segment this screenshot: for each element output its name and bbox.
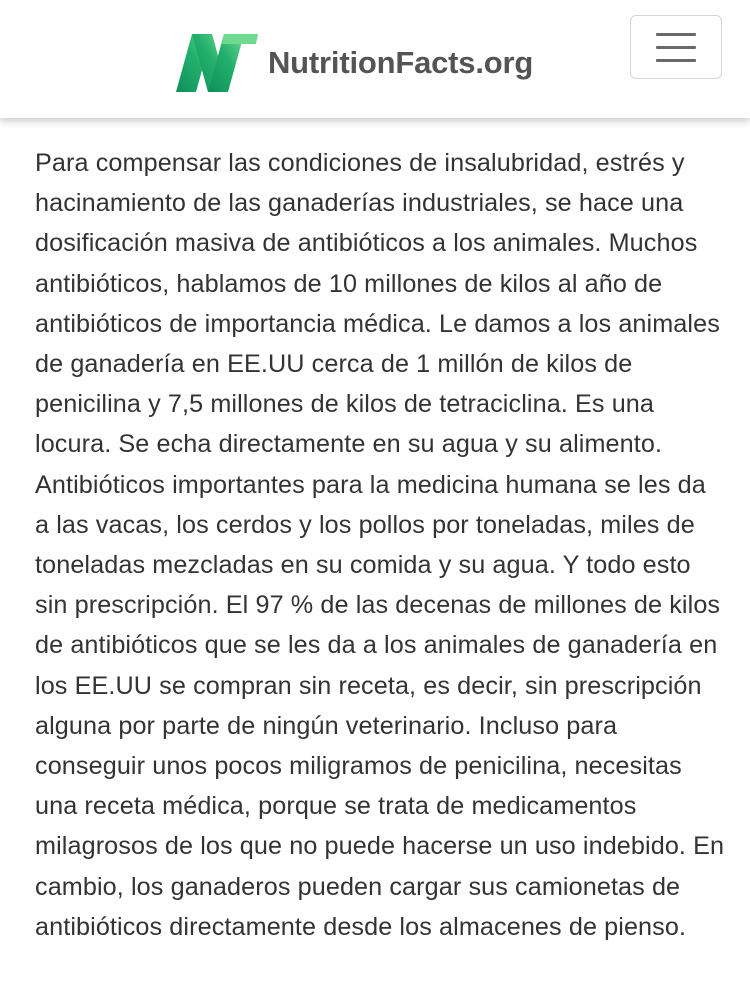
- site-header: [0, 0, 750, 118]
- site-logo-text: NutritionFacts.org: [268, 45, 534, 80]
- hamburger-menu-button[interactable]: [630, 15, 722, 79]
- article-paragraph: Para compensar las condiciones de insalubridad, estrés y hacinamiento de las ganaderías industriales, se hace una dosificación masiva de antibióticos a los animales. Muchos antibióticos, hablamos de 10 millones de kilos al año de antibióticos de importancia médica. Le damos a los animales de ganadería en EE.UU cerca de 1 millón de kilos de penicilina y 7,5 millones de kilos de tetraciclina. Es una locura. Se echa directamente en su agua y su alimento. Antibióticos importantes para la medicina humana se les da a las vacas, los cerdos y los pollos por toneladas, miles de toneladas mezcladas en su comida y su agua. Y todo esto sin prescripción. El 97 % de las decenas de millones de kilos de antibióticos que se les da a los animales de ganadería en los EE.UU se compran sin receta, es decir, sin prescripción alguna por parte de ningún veterinario. Incluso para conseguir unos pocos miligramos de penicilina, necesitas una receta médica, porque se trata de medicamentos milagrosos de los que no puede hacerse un uso indebido. En cambio, los ganaderos pueden cargar sus camionetas de antibióticos directamente desde los almacenes de pienso.: [35, 149, 725, 941]
- site-logo[interactable]: [176, 34, 533, 92]
- article-content: [35, 143, 725, 947]
- nutritionfacts-logo-icon: [176, 34, 258, 92]
